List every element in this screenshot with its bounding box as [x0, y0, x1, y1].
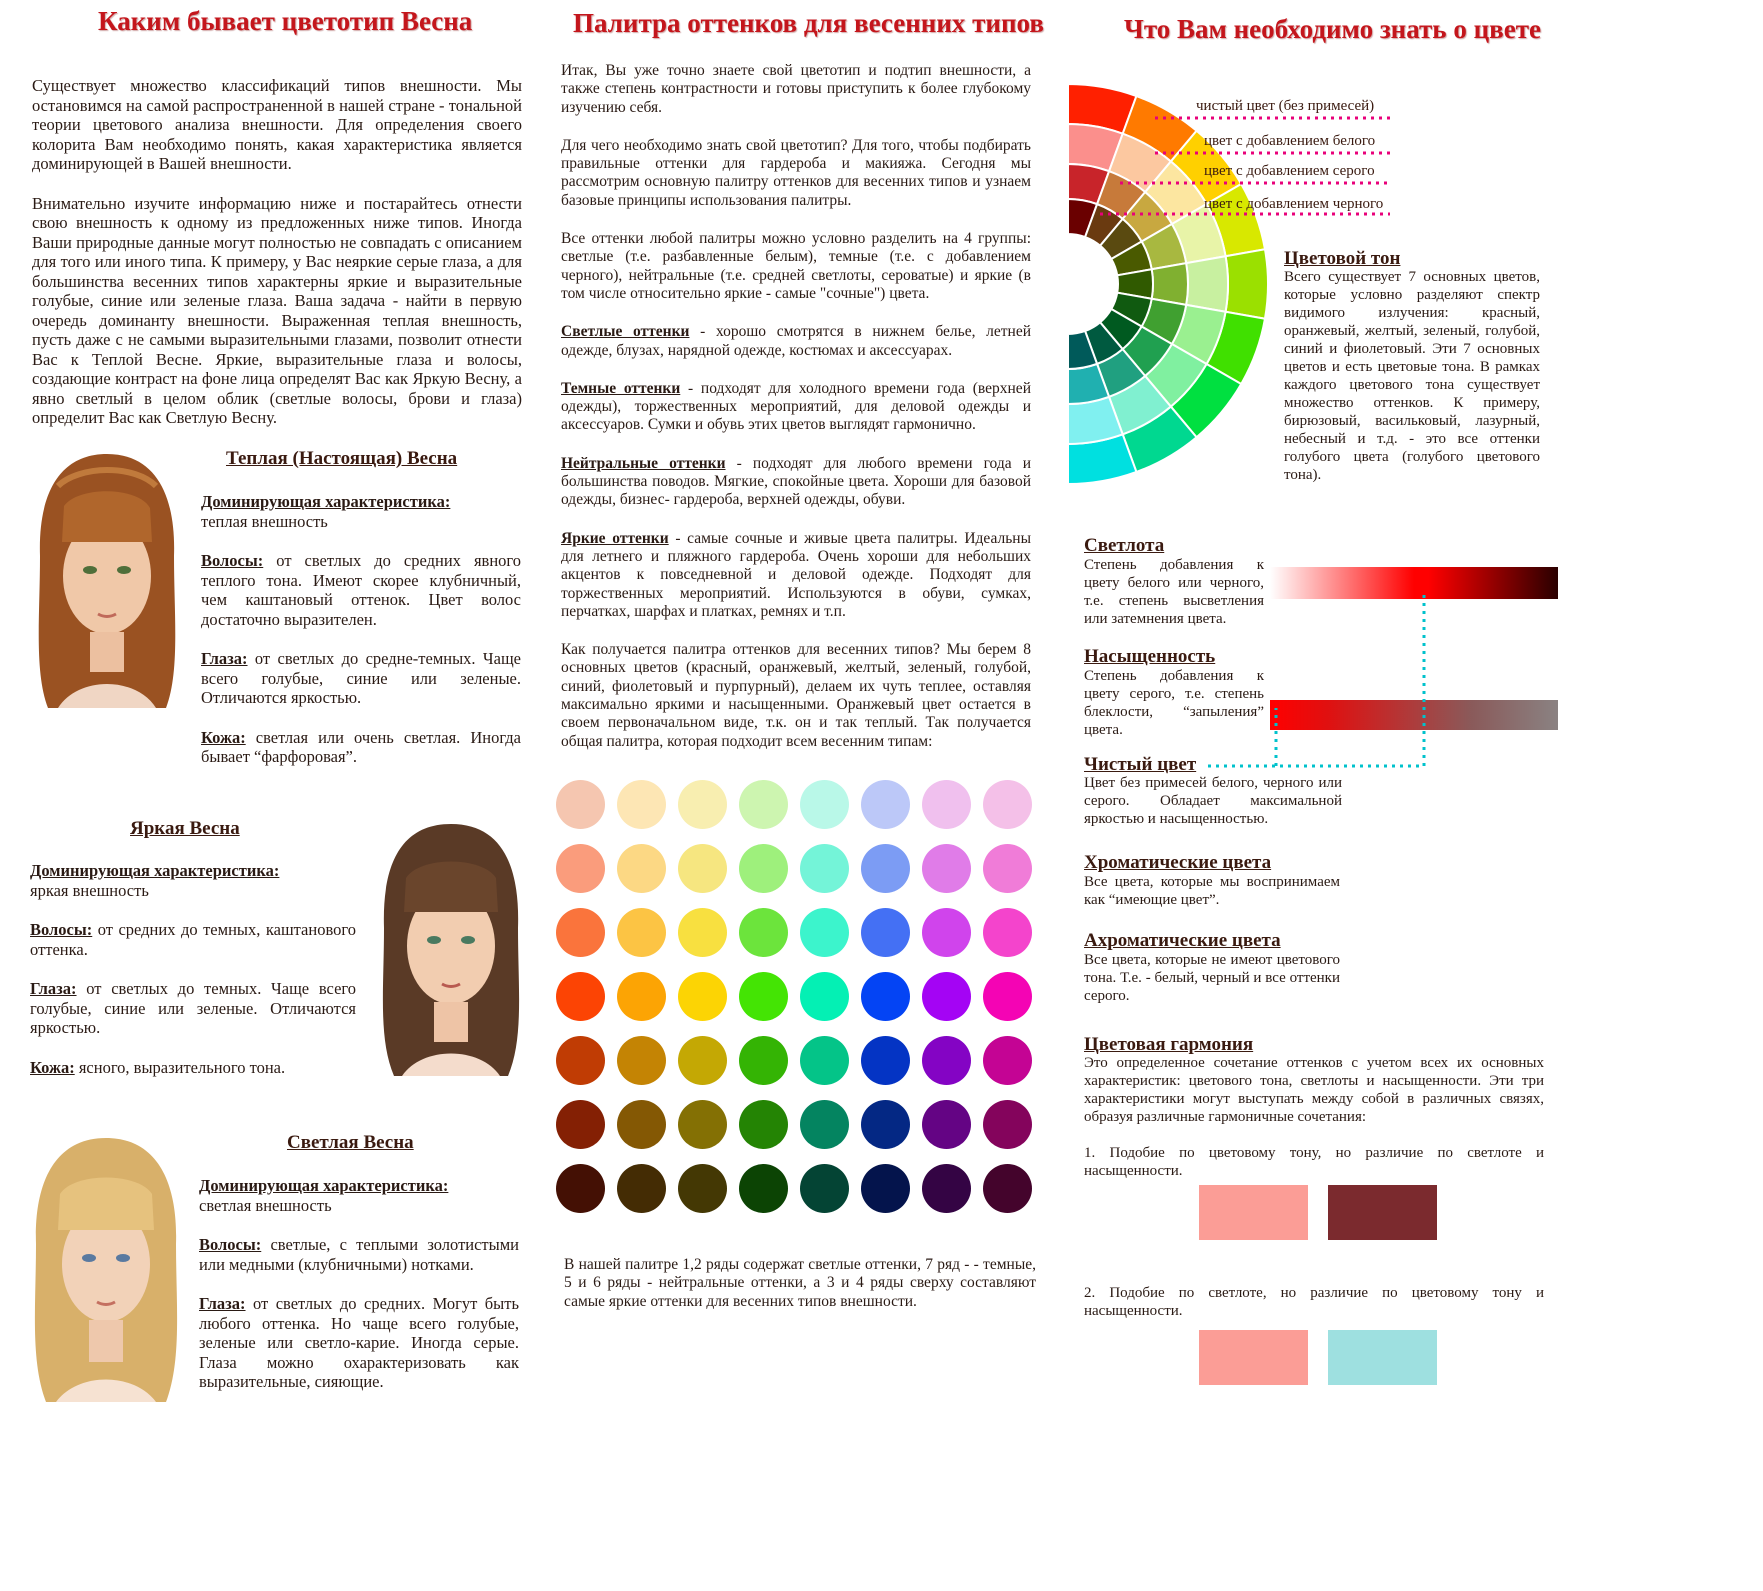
- palette-dot: [861, 1100, 910, 1149]
- warm-dom-value: теплая внешность: [201, 511, 328, 531]
- col2-p1: Итак, Вы уже точно знаете свой цветотип и подтип внешности, а также степень контрастности и готовы приступить к более глубокому изучению себя.: [561, 62, 1031, 116]
- chromatic-text: Все цвета, которые мы воспринимаем как “имеющие цвет”.: [1084, 874, 1340, 908]
- bright-hair-label: Волосы:: [30, 920, 93, 939]
- palette-dot: [556, 908, 605, 957]
- dark-shades-label: Темные оттенки: [561, 379, 681, 397]
- palette-dot: [678, 972, 727, 1021]
- palette-dot: [983, 1100, 1032, 1149]
- palette-dot: [617, 972, 666, 1021]
- wheel-label-gray: цвет с добавлением серого: [1204, 163, 1375, 179]
- light-eyes-value: от светлых до средних. Могут быть любого оттенка. Но чаще всего голубые, зеленые или светло-карие. Иногда серые. Глаза можно охарактеризовать как выразительные, сияющие.: [199, 1294, 519, 1391]
- palette-dot: [922, 780, 971, 829]
- saturation-title: Насыщенность: [1084, 646, 1216, 667]
- palette-dot: [983, 780, 1032, 829]
- palette-dot: [739, 1100, 788, 1149]
- col2-how: Как получается палитра оттенков для весенних типов? Мы берем 8 основных цветов (красный, оранжевый, желтый, зеленый, голубой, синий, фиолетовый и пурпурный), делаем их чуть теплее, оставляя максимально яркими и насыщенными. Оранжевый цвет остается в своем первоначальном виде, т.к. он и так теплый. Так получается общая палитра, которая подходит всем весенним типам:: [561, 641, 1031, 750]
- bright-dom-label: Доминирующая характеристика:: [30, 861, 280, 880]
- palette-dot: [556, 972, 605, 1021]
- spring-palette: [556, 780, 1046, 1220]
- bright-spring-portrait: [372, 818, 530, 1084]
- palette-dot: [556, 780, 605, 829]
- col1-intro-p1: Существует множество классификаций типов внешности. Мы остановимся на самой распространенной в нашей стране - тональной теории цветового анализа внешности. Для определения своего колорита Вам необходимо понять, какая характеристика является доминирующей в Вашей внешности.: [32, 76, 522, 173]
- warm-hair-label: Волосы:: [201, 551, 264, 570]
- bright-shades-text: - самые сочные и живые цвета палитры. Идеальны для летнего и пляжного гардероба. Очень хороши для небольших акцентов к повседневной и деловой одежде. Подходят для торжественных мероприятий. Используются в обуви, сумках, перчатках, шарфах и платках, ремнях и т.п.: [561, 529, 1031, 620]
- palette-dot: [556, 1164, 605, 1213]
- col1-intro: [32, 76, 522, 448]
- bright-shades-label: Яркие оттенки: [561, 529, 669, 547]
- warm-eyes-value: от светлых до средне-темных. Чаще всего голубые, синие или зеленые. Отличаются яркостью.: [201, 649, 521, 707]
- pure-color-text: Цвет без примесей белого, черного или серого. Обладает максимальной яркостью и насыщенностью.: [1084, 775, 1342, 827]
- palette-dot: [739, 1036, 788, 1085]
- warm-spring-desc: [201, 492, 521, 787]
- palette-dot: [678, 1164, 727, 1213]
- neutral-shades-label: Нейтральные оттенки: [561, 454, 726, 472]
- warm-hair-value: от светлых до средних явного теплого тона. Имеют скорее клубничный, чем каштановый оттенок. Цвет волос достаточно выразителен.: [201, 551, 522, 629]
- warm-spring-portrait: [28, 446, 186, 718]
- palette-dot: [800, 1036, 849, 1085]
- palette-dot: [739, 972, 788, 1021]
- palette-dot: [922, 1164, 971, 1213]
- lightness-text: Степень добавления к цвету белого или черного, т.е. степень высветления или затемнения цвета.: [1084, 557, 1264, 627]
- palette-dot: [678, 1036, 727, 1085]
- palette-dot: [800, 972, 849, 1021]
- palette-dot: [739, 1164, 788, 1213]
- palette-footnote: В нашей палитре 1,2 ряды содержат светлые оттенки, 7 ряд - - темные, 5 и 6 ряды - нейтральные оттенки, а 3 и 4 ряды сверху составляют самые яркие оттенки для весенних типов внешности.: [564, 1256, 1036, 1310]
- palette-dot: [861, 780, 910, 829]
- wheel-label-pure: чистый цвет (без примесей): [1196, 98, 1375, 114]
- palette-dot: [617, 908, 666, 957]
- palette-dot: [556, 1100, 605, 1149]
- palette-dot: [861, 1164, 910, 1213]
- palette-dot: [800, 908, 849, 957]
- hue-text: Всего существует 7 основных цветов, которые условно разделяют спектр видимого излучения: красный, оранжевый, желтый, зеленый, голубой, синий и фиолетовый. Эти 7 основных цветов и есть цветовые тона. В рамках каждого цветового тона существует множество оттенков. К примеру, бирюзовый, васильковый, лазурный, небесный и т.д. - это все оттенки голубого цвета (голубого цветового тона).: [1284, 269, 1540, 483]
- bright-eyes-label: Глаза:: [30, 979, 77, 998]
- palette-dot: [617, 1036, 666, 1085]
- palette-dot: [983, 908, 1032, 957]
- palette-dot: [678, 780, 727, 829]
- hue-title: Цветовой тон: [1284, 248, 1401, 269]
- col1-intro-p2: Внимательно изучите информацию ниже и постарайтесь отнести свою внешность к одному из предложенных ниже типов. Иногда Ваши природные данные могут полностью не совпадать с описанием для того или иного типа. К примеру, у Вас неяркие серые глаза, а для большинства весенних типов характерны яркие и выразительные голубые, синие или зеленые глаза. Ваша задача - найти в первую очередь доминанту внешности. Выраженная теплая внешность, пусть даже с не самыми выразительными глазами, позволит отнести Вас к Теплой Весне. Яркие, выразительные глаза и волосы, создающие контраст на фоне лица определят Вас как Яркую Весну, а явно светлый в целом облик (светлые волосы, брови и глаза) определит Вас как Светлую Весну.: [32, 193, 522, 427]
- palette-dot: [922, 972, 971, 1021]
- light-spring-desc: [199, 1176, 519, 1412]
- palette-dot: [861, 844, 910, 893]
- warm-spring-name: Теплая (Настоящая) Весна: [226, 448, 458, 469]
- chromatic-title: Хроматические цвета: [1084, 852, 1272, 873]
- palette-dot: [922, 844, 971, 893]
- wheel-segment: [1226, 249, 1268, 318]
- palette-dot: [739, 780, 788, 829]
- neutral-shades-text: - подходят для любого времени года и большинства поводов. Мягкие, спокойные цвета. Хороши для базовой одежды, бизнес- гардероба, верхней одежды, обуви.: [561, 454, 1031, 509]
- light-hair-label: Волосы:: [199, 1235, 262, 1254]
- light-shades-text: - хорошо смотрятся в нижнем белье, летней одежде, блузах, нарядной одежде, костюмах и аксессуарах.: [561, 323, 1032, 359]
- palette-dot: [800, 780, 849, 829]
- palette-dot: [983, 844, 1032, 893]
- light-dom-value: светлая внешность: [199, 1195, 332, 1215]
- palette-dot: [922, 1100, 971, 1149]
- harmony-title: Цветовая гармония: [1084, 1034, 1254, 1055]
- palette-dot: [556, 1036, 605, 1085]
- achromatic-text: Все цвета, которые не имеют цветового тона. Т.е. - белый, черный и все оттенки серого.: [1084, 952, 1340, 1004]
- warm-eyes-label: Глаза:: [201, 649, 248, 668]
- palette-dot: [739, 844, 788, 893]
- achromatic-title: Ахроматические цвета: [1084, 930, 1281, 951]
- bright-skin-label: Кожа:: [30, 1057, 75, 1077]
- palette-dot: [922, 908, 971, 957]
- light-hair-value: светлые, с теплыми золотистыми или медными (клубничными) нотками.: [199, 1235, 520, 1274]
- harmony1-swatch-a: [1199, 1185, 1308, 1240]
- wheel-dotted-lines: [1100, 110, 1400, 220]
- bright-spring-desc: [30, 861, 356, 1097]
- lightness-title: Светлота: [1084, 535, 1165, 556]
- palette-dot: [800, 1164, 849, 1213]
- harmony-text: Это определенное сочетание оттенков с учетом всех их основных характеристик: цветового тона, светлоты и насыщенности. Эти три характеристики могут выступать между собой в различных связях, образуя различные гармоничные сочетания:: [1084, 1055, 1544, 1125]
- wheel-label-black: цвет с добавлением черного: [1204, 196, 1384, 212]
- col1-title: Каким бывает цветотип Весна: [98, 6, 473, 36]
- pure-color-title: Чистый цвет: [1084, 754, 1197, 775]
- palette-dot: [800, 844, 849, 893]
- light-spring-name: Светлая Весна: [287, 1132, 414, 1153]
- harmony2-swatch-b: [1328, 1330, 1437, 1385]
- bright-skin-value: ясного, выразительного тона.: [78, 1057, 286, 1077]
- wheel-segment: [1152, 263, 1188, 305]
- warm-skin-label: Кожа:: [201, 727, 246, 747]
- light-spring-portrait: [26, 1132, 186, 1410]
- warm-dom-label: Доминирующая характеристика:: [201, 492, 451, 511]
- light-dom-label: Доминирующая характеристика:: [199, 1176, 449, 1195]
- col2-title: Палитра оттенков для весенних типов: [573, 8, 1044, 38]
- dark-shades-text: - подходят для холодного времени года (верхней одежды), торжественных мероприятий, для деловой одежды и аксессуаров. Сумки и обувь этих цветов выглядят гармонично.: [561, 379, 1031, 434]
- palette-dot: [861, 972, 910, 1021]
- palette-dot: [678, 844, 727, 893]
- saturation-text: Степень добавления к цвету серого, т.е. степень блеклости, “запыления” цвета.: [1084, 668, 1264, 738]
- harmony1-swatch-b: [1328, 1185, 1437, 1240]
- light-shades-label: Светлые оттенки: [561, 323, 690, 341]
- col2-text: [561, 62, 1031, 771]
- palette-dot: [678, 1100, 727, 1149]
- harmony-item-2: 2. Подобие по светлоте, но различие по цветовому тону и насыщенности.: [1084, 1285, 1544, 1319]
- palette-dot: [861, 908, 910, 957]
- wheel-label-white: цвет с добавлением белого: [1204, 133, 1376, 149]
- palette-dot: [922, 1036, 971, 1085]
- warm-skin-value: светлая или очень светлая. Иногда бывает “фарфоровая”.: [201, 727, 521, 766]
- col3-title: Что Вам необходимо знать о цвете: [1124, 14, 1541, 44]
- palette-dot: [800, 1100, 849, 1149]
- light-eyes-label: Глаза:: [199, 1294, 246, 1313]
- palette-dot: [739, 908, 788, 957]
- palette-dot: [983, 972, 1032, 1021]
- palette-dot: [617, 1164, 666, 1213]
- bright-eyes-value: от светлых до темных. Чаще всего голубые, синие или зеленые. Отличаются яркостью.: [30, 979, 357, 1037]
- palette-dot: [983, 1164, 1032, 1213]
- col2-p2: Для чего необходимо знать свой цветотип? Для того, чтобы подбирать правильные оттенки для гардероба и макияжа. Сегодня мы рассмотрим основную палитру оттенков для весенних типов и узнаем базовые принципы использования палитры.: [561, 136, 1031, 209]
- pure-color-connector: [1200, 590, 1440, 780]
- col2-p3: Все оттенки любой палитры можно условно разделить на 4 группы: светлые (т.е. разбавленные белым), темные (т.е. с добавлением черного), нейтральные (т.е. средней светлоты, сероватые) и яркие (в том числе относительно яркие - самые "сочные") цвета.: [561, 230, 1031, 302]
- palette-dot: [861, 1036, 910, 1085]
- palette-dot: [556, 844, 605, 893]
- palette-dot: [617, 844, 666, 893]
- palette-dot: [617, 1100, 666, 1149]
- bright-hair-value: от средних до темных, каштанового оттенка.: [30, 920, 356, 959]
- palette-dot: [983, 1036, 1032, 1085]
- harmony-item-1: 1. Подобие по цветовому тону, но различие по светлоте и насыщенности.: [1084, 1145, 1544, 1179]
- harmony2-swatch-a: [1199, 1330, 1308, 1385]
- bright-spring-name: Яркая Весна: [130, 818, 240, 839]
- wheel-segment: [1186, 256, 1228, 312]
- palette-dot: [678, 908, 727, 957]
- bright-dom-value: яркая внешность: [30, 880, 149, 900]
- palette-dot: [617, 780, 666, 829]
